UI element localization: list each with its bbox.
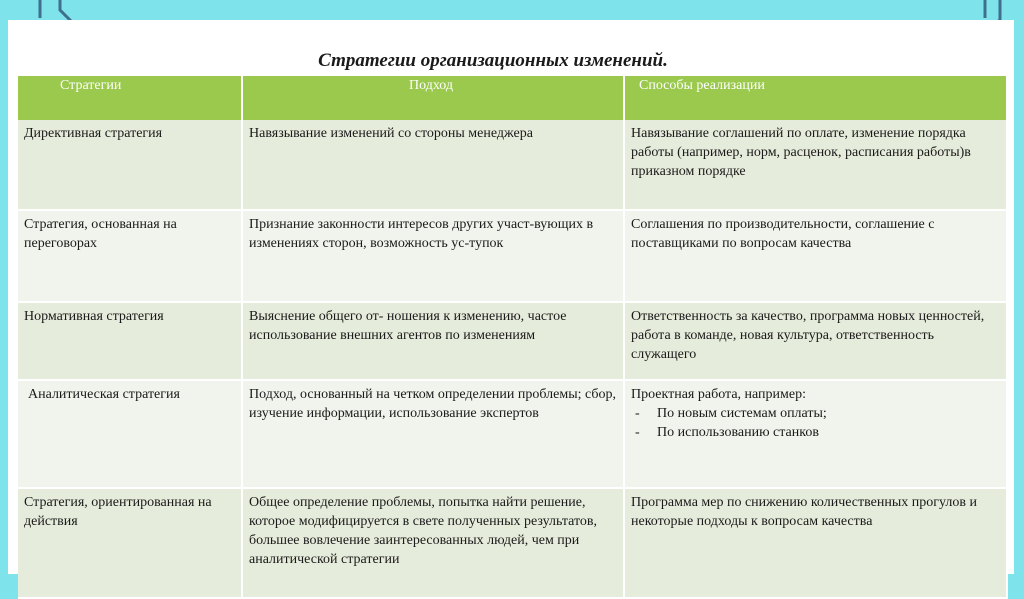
strategy-cell: Стратегия, ориентированная на действия (18, 488, 242, 598)
strategy-cell: Стратегия, основанная на переговорах (18, 210, 242, 302)
table-row (18, 380, 1007, 488)
strategy-cell: Аналитическая стратегия (18, 380, 242, 488)
strategy-cell: Нормативная стратегия (18, 302, 242, 380)
slide (8, 20, 1014, 574)
approach-cell: Общее определение проблемы, попытка найти решение, которое модифицируется в свете полученных результатов, большее вовлечение заинтересованных людей, чем при аналитической стратегии (242, 488, 624, 598)
methods-list (631, 404, 1000, 442)
table-header-row (18, 76, 1007, 120)
header-approach: Подход (242, 76, 624, 120)
strategy-cell: Директивная стратегия (18, 120, 242, 210)
header-methods: Способы реализации (624, 76, 1007, 120)
methods-cell: Соглашения по производительности, соглашение с поставщиками по вопросам качества (624, 210, 1007, 302)
list-item: - По использованию станков (631, 423, 1000, 442)
header-strategies: Стратегии (18, 76, 242, 120)
table-row (18, 210, 1007, 302)
table-row (18, 302, 1007, 380)
slide-title: Стратегии организационных изменений. (318, 50, 668, 71)
approach-cell: Признание законности интересов других участ-вующих в изменениях сторон, возможность ус-тупок (242, 210, 624, 302)
approach-cell: Подход, основанный на четком определении проблемы; сбор, изучение информации, использование экспертов (242, 380, 624, 488)
methods-cell: Программа мер по снижению количественных прогулов и некоторые подходы к вопросам качества (624, 488, 1007, 598)
methods-cell: Ответственность за качество, программа новых ценностей, работа в команде, новая культура, ответственность служащего (624, 302, 1007, 380)
methods-cell: Навязывание соглашений по оплате, изменение порядка работы (например, норм, расценок, расписания работы)в приказном порядке (624, 120, 1007, 210)
table-row (18, 488, 1007, 598)
approach-cell: Навязывание изменений со стороны менеджера (242, 120, 624, 210)
approach-cell: Выяснение общего от- ношения к изменению, частое использование внешних агентов по изменениям (242, 302, 624, 380)
methods-cell (624, 380, 1007, 488)
list-item: - По новым системам оплаты; (631, 404, 1000, 423)
table-row (18, 120, 1007, 210)
strategies-table (18, 76, 1008, 599)
methods-intro: Проектная работа, например: (631, 387, 806, 402)
